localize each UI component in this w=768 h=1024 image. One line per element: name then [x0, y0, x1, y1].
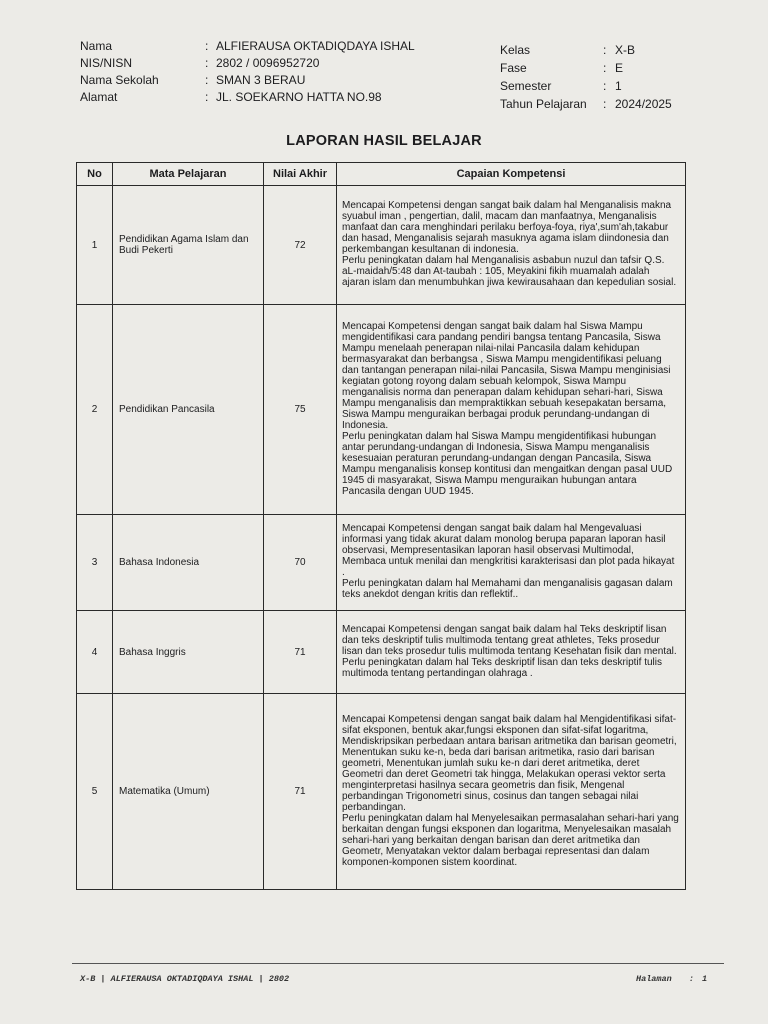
final-score: 71: [264, 611, 337, 694]
final-score: 72: [264, 186, 337, 305]
competency-cell: [337, 515, 686, 611]
table-row: [77, 515, 686, 611]
header-competency: Capaian Kompetensi: [337, 163, 686, 186]
grades-table: [76, 162, 686, 890]
subject-name: Bahasa Indonesia: [113, 515, 264, 611]
class-row: [500, 41, 672, 59]
field-label: Tahun Pelajaran: [500, 97, 587, 111]
final-score: 71: [264, 694, 337, 890]
competency-text: Mencapai Kompetensi dengan sangat baik dalam hal Menganalisis makna syuabul iman , pengertian, dalil, macam dan manfaatnya, Menganalisis manfaat dan cara menghindari perilaku berfoya-foya, riya',sum'ah,takabur dan hasad, Menganalisis sejarah masuknya agama islam diindonesia dan perkembangan kesultanan di indonesia. Perlu peningkatan dalam hal Menganalisis asbabun nuzul dan tafsir Q.S. aL-maidah/5:48 dan At-taubah : 105, Meyakini fikih muamalah adalah ajaran islam dan menumbuhkan jiwa kewirausahaan dan kepedulian sosial.: [342, 200, 677, 288]
footer-student-info: X-B | ALFIERAUSA OKTADIQDAYA ISHAL | 2802: [80, 974, 290, 984]
field-label: Nama: [80, 39, 113, 53]
student-nis-value: 2802 / 0096952720: [216, 56, 320, 70]
competency-text: Mencapai Kompetensi dengan sangat baik dalam hal Teks deskriptif lisan dan teks deskriptif tulis multimoda tentang great athletes, Teks prosedur lisan dan teks prosedur tulis multimoda tentang Kesehatan fisik dan mental. Perlu peningkatan dalam hal Teks deskriptif lisan dan teks deskriptif tulis multimoda tentang pertandingan olahraga .: [342, 623, 677, 679]
field-label: Fase: [500, 61, 527, 75]
student-name-value: ALFIERAUSA OKTADIQDAYA ISHAL: [216, 39, 415, 53]
subject-name: Matematika (Umum): [113, 694, 264, 890]
field-label: Nama Sekolah: [80, 73, 159, 87]
header-subject: Mata Pelajaran: [113, 163, 264, 186]
student-address-value: JL. SOEKARNO HATTA NO.98: [216, 90, 382, 104]
competency-cell: [337, 186, 686, 305]
student-info: [80, 38, 415, 106]
field-separator: :: [603, 61, 607, 75]
row-number: 4: [77, 611, 113, 694]
table-row: [77, 305, 686, 515]
academic-year-value: 2024/2025: [615, 97, 672, 111]
final-score: 75: [264, 305, 337, 515]
phase-row: [500, 59, 672, 77]
page-separator: :: [688, 974, 694, 984]
field-label: Semester: [500, 79, 552, 93]
field-separator: :: [603, 97, 607, 111]
field-separator: :: [603, 43, 607, 57]
header-score: Nilai Akhir: [264, 163, 337, 186]
final-score: 70: [264, 515, 337, 611]
field-label: Alamat: [80, 90, 118, 104]
table-row: [77, 694, 686, 890]
page-value: 1: [702, 974, 708, 984]
student-school-row: [80, 72, 415, 89]
semester-row: [500, 77, 672, 95]
field-separator: :: [205, 90, 209, 104]
page-label: Halaman: [636, 974, 672, 984]
student-nis-row: [80, 55, 415, 72]
field-separator: :: [205, 73, 209, 87]
footer-divider: [72, 963, 724, 964]
header-no: No: [77, 163, 113, 186]
competency-cell: [337, 694, 686, 890]
subject-name: Bahasa Inggris: [113, 611, 264, 694]
phase-value: E: [615, 61, 624, 75]
subject-name: Pendidikan Pancasila: [113, 305, 264, 515]
field-separator: :: [603, 79, 607, 93]
competency-text: Mencapai Kompetensi dengan sangat baik dalam hal Siswa Mampu mengidentifikasi cara pandang pendiri bangsa tentang Pancasila, Siswa Mampu menelaah penerapan nilai-nilai Pancasila dalam kehidupan bermasyarakat dan berbangsa , Siswa Mampu mengidentifikasi peluang dan tantangan penerapan nilai-nilai Pancasila, Siswa Mampu menginisiasi kegiatan gotong royong dalam sebuah kelompok, Siswa Mampu menganalisis norma dan penerapan dalam kehidupan sehari-hari, Siswa Mampu menganalisis dan mempraktikkan sebuah kesepakatan bersama, Siswa Mampu menguraikan berbagai produk perundang-undangan di Indonesia. Perlu peningkatan dalam hal Siswa Mampu mengidentifikasi hubungan antar perundang-undangan di Indonesia, Siswa Mampu menganalisis kesesuaian peraturan perundang-undangan dengan Pancasila, Siswa Mampu menganalisis konsep kontitusi dan mengaitkan dengan pasal UUD 1945 di masyarakat, Siswa Mampu menguraikan hubungan antara Pancasila dengan UUD 1945.: [342, 320, 673, 497]
row-number: 2: [77, 305, 113, 515]
report-title: LAPORAN HASIL BELAJAR: [286, 133, 482, 149]
class-value: X-B: [615, 43, 636, 57]
field-label: NIS/NISN: [80, 56, 133, 70]
field-separator: :: [205, 56, 209, 70]
class-info: [500, 41, 672, 113]
competency-text: Mencapai Kompetensi dengan sangat baik dalam hal Mengidentifikasi sifat-sifat eksponen, bentuk akar,fungsi eksponen dan sifat-sifat logaritma, Mendiskripsikan perbedaan antara barisan aritmetika dan barisan geometri, Menentukan suku ke-n, beda dari barisan aritmetika, rasio dari barisan geometri, Menentukan jumlah suku ke-n dari deret aritmetika, deret Geometri dan deret Geometri tak hingga, Melakukan operasi vektor serta menginterpretasi hasilnya secara geometris dan fisik, Mengenal perbandingan Trigonometri sinus, cosinus dan tangen sebagai nilai perbandingan. Perlu peningkatan dalam hal Menyelesaikan permasalahan sehari-hari yang berkaitan dengan fungsi eksponen dan logaritma, Menyelesaikan masalah sehari-hari yang berkaitan dengan barisan dan deret aritmetika dan Geometr, Menyatakan vektor dalam berbagai representasi dan dalam komponen-komponen sistem koordinat.: [342, 713, 679, 868]
competency-text: Mencapai Kompetensi dengan sangat baik dalam hal Mengevaluasi informasi yang tidak akurat dalam monolog berupa paparan laporan hasil observasi, Mempresentasikan laporan hasil observasi Multimodal, Membaca untuk menilai dan mengkritisi karakterisasi dan plot pada hikayat . Perlu peningkatan dalam hal Memahami dan menganalisis gagasan dalam teks anekdot dengan kritis dan reflektif..: [342, 523, 675, 600]
table-header-row: [77, 163, 686, 186]
footer-page-number: [636, 974, 707, 984]
competency-cell: [337, 611, 686, 694]
competency-cell: [337, 305, 686, 515]
field-separator: :: [205, 39, 209, 53]
subject-name: Pendidikan Agama Islam dan Budi Pekerti: [113, 186, 264, 305]
academic-year-row: [500, 95, 672, 113]
row-number: 3: [77, 515, 113, 611]
row-number: 5: [77, 694, 113, 890]
field-label: Kelas: [500, 43, 531, 57]
semester-value: 1: [615, 79, 622, 93]
student-school-value: SMAN 3 BERAU: [216, 73, 306, 87]
student-name-row: [80, 38, 415, 55]
table-row: [77, 611, 686, 694]
table-row: [77, 186, 686, 305]
student-address-row: [80, 89, 415, 106]
row-number: 1: [77, 186, 113, 305]
